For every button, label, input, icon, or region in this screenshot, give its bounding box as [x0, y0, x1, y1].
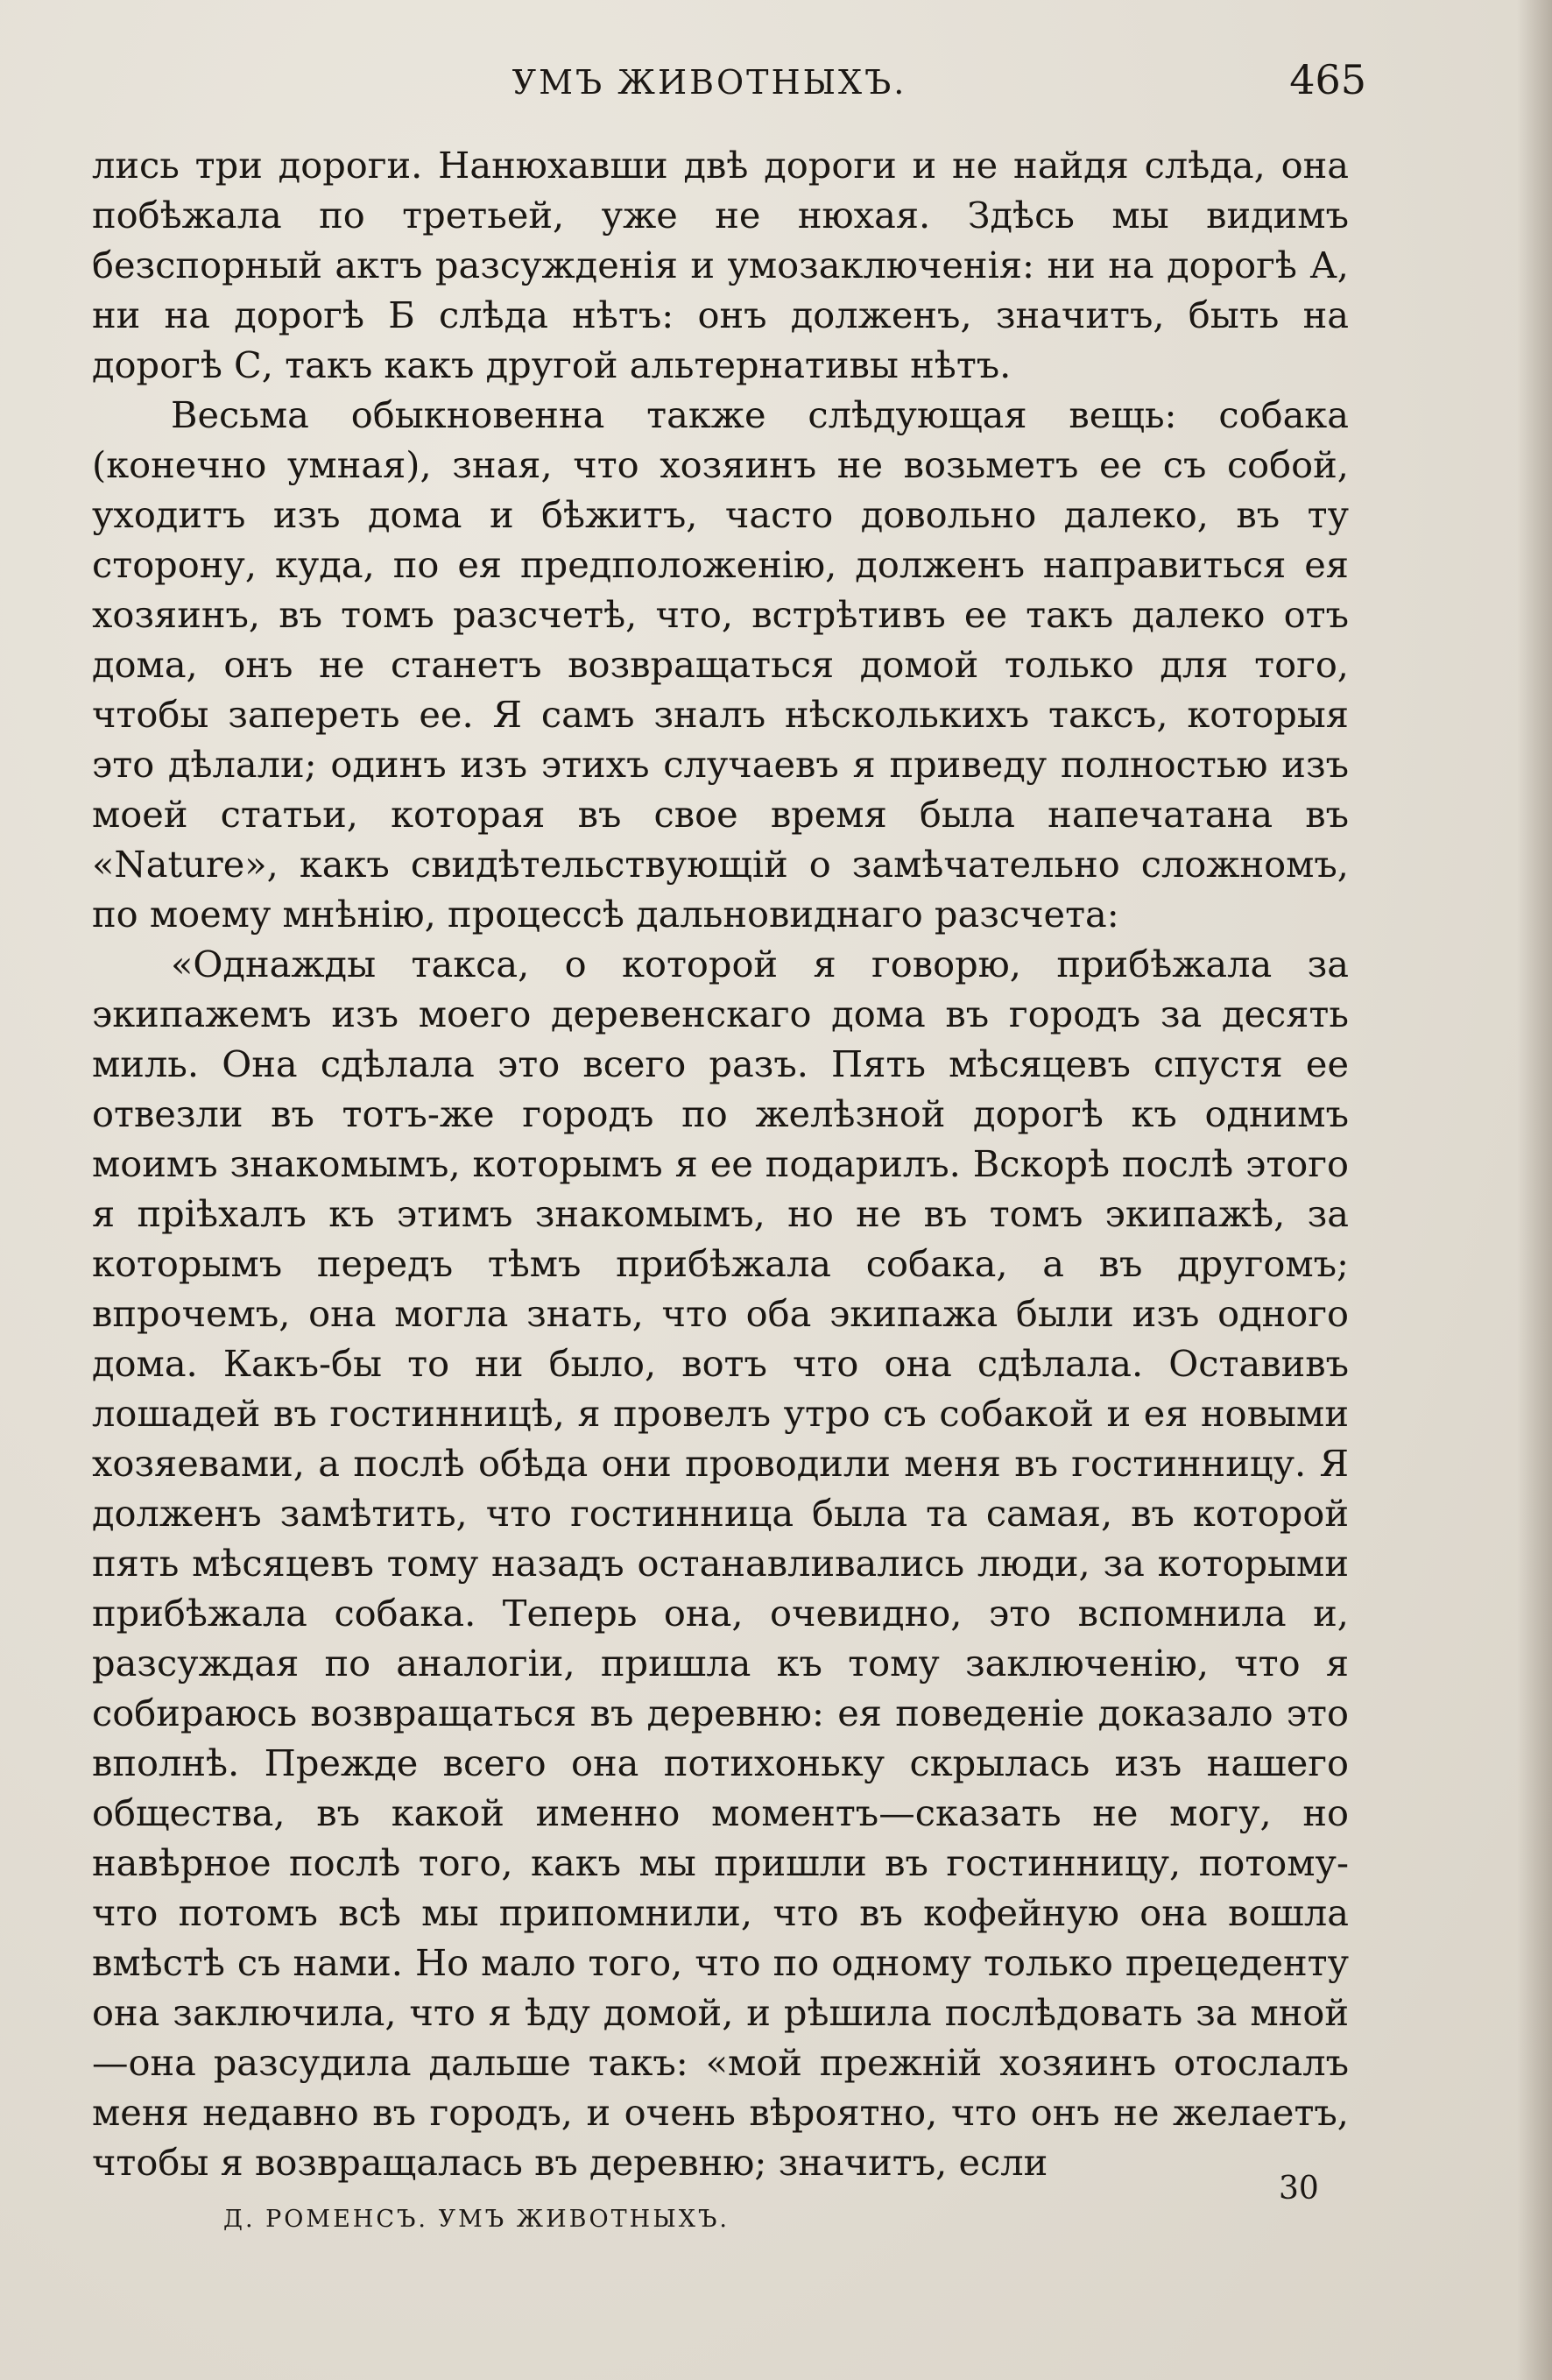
paragraph-dog-reasoning: Весьма обыкновенна также слѣдующая вещь: собака (конечно умная), зная, что хозяинъ не возьметъ ее съ собой, уходитъ изъ дома и бѣжитъ, часто довольно далеко, въ ту сторону, куда, по ея предположенію, долженъ направиться ея хозяинъ, въ томъ разсчетѣ, что, встрѣтивъ ее такъ далеко отъ дома, онъ не станетъ возвращаться домой только для того, чтобы запереть ее. Я самъ зналъ нѣсколькихъ таксъ, которыя это дѣлали; одинъ изъ этихъ случаевъ я приведу полностью изъ моей статьи, которая въ свое время была напечатана въ «Nature», какъ свидѣтельствующій о замѣчательно сложномъ, по моему мнѣнію, процессѣ дальновиднаго разсчета: [92, 393, 1349, 936]
page-edge-shadow [1517, 0, 1552, 2380]
paragraph-continuation: лись три дороги. Нанюхавши двѣ дороги и не найдя слѣда, она побѣжала по третьей, уже не нюхая. Здѣсь мы видимъ безспорный актъ разсужденія и умозаключенія: ни на дорогѣ А, ни на дорогѣ Б слѣда нѣтъ: онъ долженъ, значитъ, быть на дорогѣ С, такъ какъ другой альтернативы нѣтъ. [92, 144, 1349, 386]
sheet-number: 30 [1279, 2171, 1319, 2207]
page-number: 465 [1289, 56, 1366, 103]
printer-signature: Д. РОМЕНСЪ. УМЪ ЖИВОТНЫХЪ. [223, 2206, 730, 2233]
paragraph-quoted-story: «Однажды такса, о которой я говорю, прибѣжала за экипажемъ изъ моего деревенскаго дома въ городъ за десять миль. Она сдѣлала это всего разъ. Пять мѣсяцевъ спустя ее отвезли въ тотъ-же городъ по желѣзной дорогѣ къ однимъ моимъ знакомымъ, которымъ я ее подарилъ. Вскорѣ послѣ этого я пріѣхалъ къ этимъ знакомымъ, но не въ томъ экипажѣ, за которымъ передъ тѣмъ прибѣжала собака, а въ другомъ; впрочемъ, она могла знать, что оба экипажа были изъ одного дома. Какъ-бы то ни было, вотъ что она сдѣлала. Оставивъ лошадей въ гостинницѣ, я провелъ утро съ собакой и ея новыми хозяевами, а послѣ обѣда они проводили меня въ гостинницу. Я долженъ замѣтить, что гостинница была та самая, въ которой пять мѣсяцевъ тому назадъ останавливались люди, за которыми прибѣжала собака. Теперь она, очевидно, это вспомнила и, разсуждая по аналогіи, пришла къ тому заключенію, что я собираюсь возвращаться въ деревню: ея поведеніе доказало это вполнѣ. Прежде всего она потихоньку скрылась изъ нашего общества, въ какой именно моментъ—сказать не могу, но навѣрное послѣ того, какъ мы пришли въ гостинницу, потому-что потомъ всѣ мы припомнили, что въ кофейную она вошла вмѣстѣ съ нами. Но мало того, что по одному только прецеденту она заключила, что я ѣду домой, и рѣшила послѣдовать за мной—она разсудила дальше такъ: «мой прежній хозяинъ отослалъ меня недавно въ городъ, и очень вѣроятно, что онъ не желаетъ, чтобы я возвращалась въ деревню; значитъ, если [92, 943, 1349, 2184]
running-head [88, 53, 1366, 114]
running-title: УМЪ ЖИВОТНЫХЪ. [511, 63, 907, 102]
body-text [92, 140, 1349, 2187]
